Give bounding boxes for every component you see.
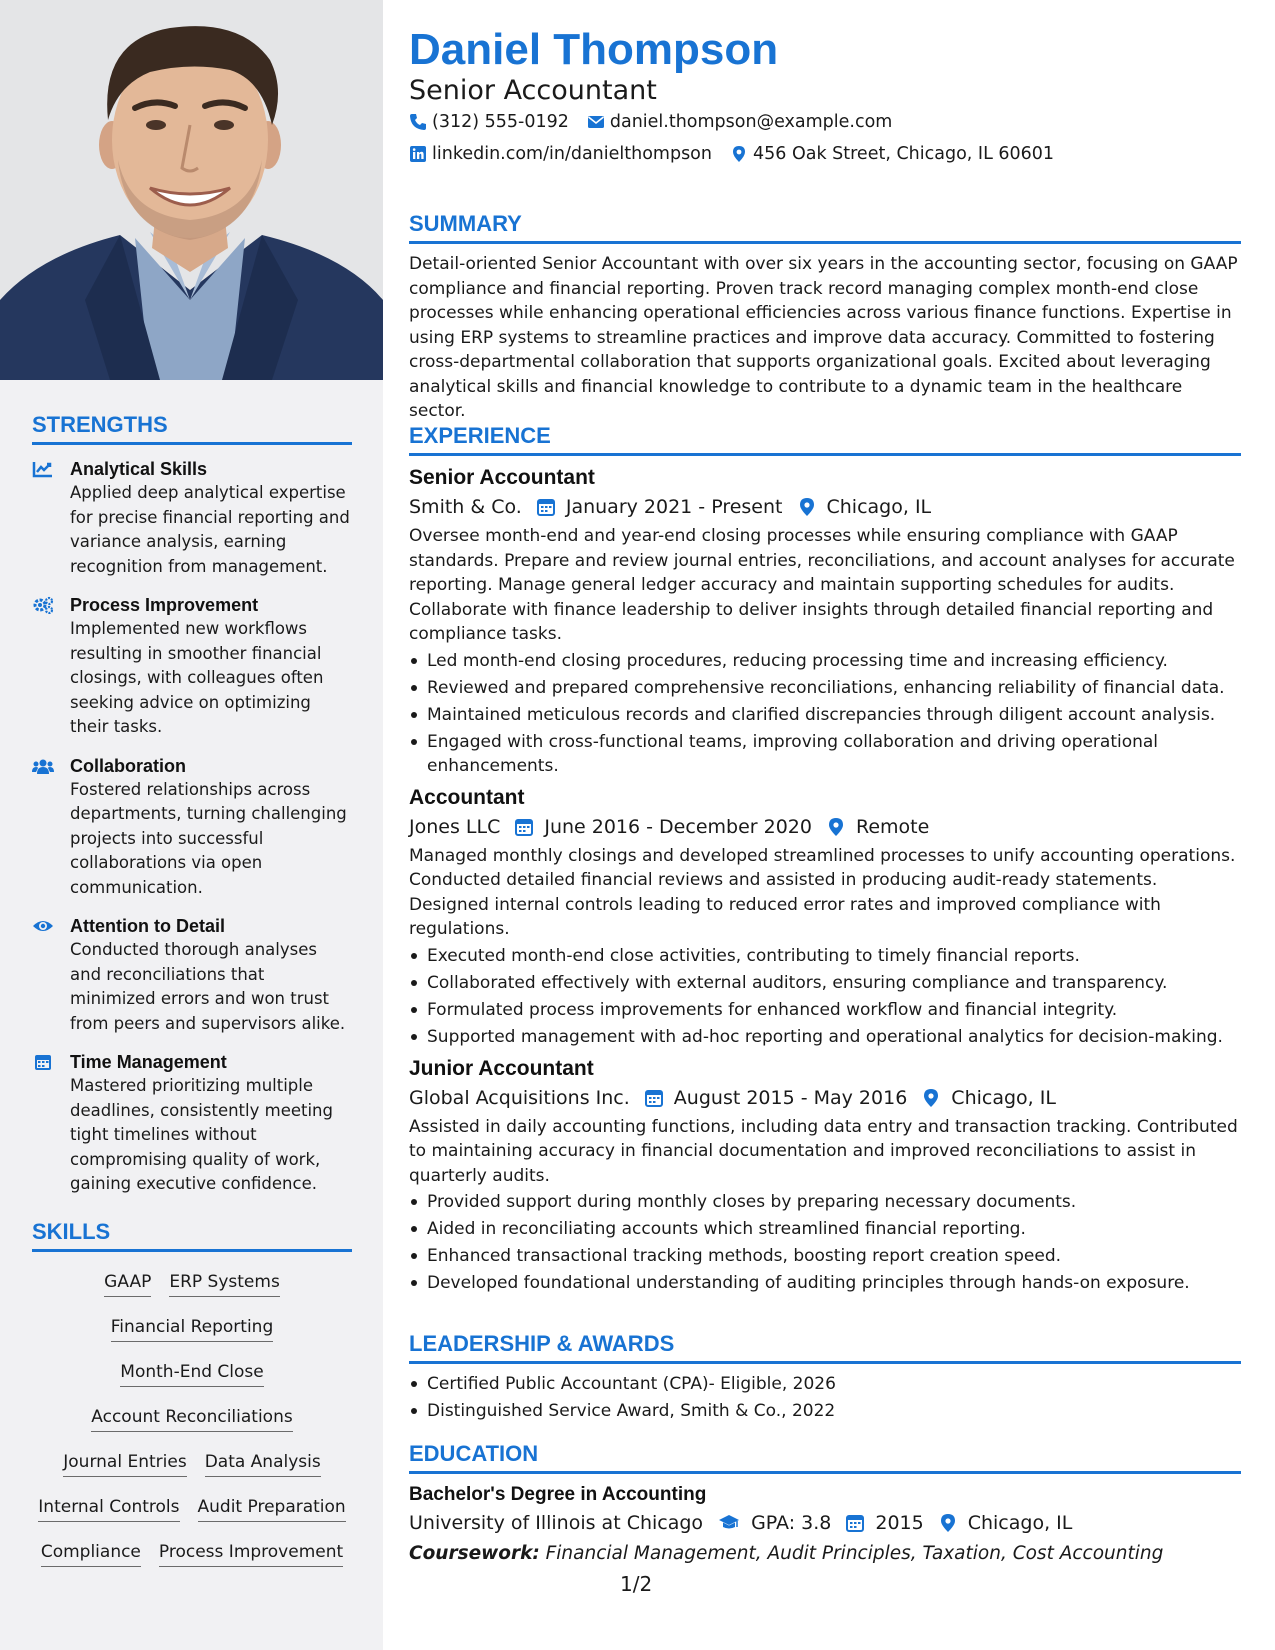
- job-description: Oversee month-end and year-end closing processes while ensuring compliance with GAAP standards. Prepare and review journal entries, reconciliations, and account analyses for accurate reporting. Manage general ledger accuracy and maintain supporting schedules for audits. Collaborate with finance leadership to deliver insights through detailed financial reporting and compliance tasks.: [409, 526, 1235, 644]
- strength-text: Implemented new workflows resulting in smoother financial closings, with colleagues often seeking advice on optimizing their tasks.: [70, 619, 324, 736]
- portrait-image: [0, 0, 383, 380]
- skill-tag: Financial Reporting: [111, 1315, 274, 1342]
- job-meta: [409, 1083, 1241, 1113]
- skill-tag: Process Improvement: [159, 1540, 343, 1567]
- job-location: Chicago, IL: [826, 496, 932, 518]
- list-item: Executed month-end close activities, contributing to timely financial reports.: [409, 944, 1241, 968]
- education-meta: [409, 1508, 1241, 1538]
- skill-tag: GAAP: [104, 1270, 151, 1297]
- gears-icon: [32, 593, 70, 740]
- list-item: Supported management with ad-hoc reporting and operational analytics for decision-making.: [409, 1025, 1241, 1049]
- strength-item: [32, 1050, 352, 1197]
- company-name: Jones LLC: [409, 815, 501, 838]
- degree-title: Bachelor's Degree in Accounting: [409, 1484, 707, 1505]
- job-location: Remote: [855, 815, 930, 838]
- list-item: Aided in reconciliating accounts which streamlined financial reporting.: [409, 1217, 1241, 1241]
- strength-item: [32, 754, 352, 901]
- strength-text: Fostered relationships across departments, turning challenging projects into successful collaborations via open communication.: [70, 779, 347, 897]
- strength-title: Attention to Detail: [70, 916, 225, 936]
- awards-list: [409, 1372, 1241, 1423]
- skill-tag: ERP Systems: [169, 1270, 279, 1297]
- job-title: Junior Accountant: [409, 1056, 594, 1080]
- job-bullets: [409, 1190, 1241, 1295]
- gpa-text: GPA: 3.8: [751, 1512, 832, 1534]
- list-item: Enhanced transactional tracking methods, boosting report creation speed.: [409, 1244, 1241, 1268]
- school-location: Chicago, IL: [967, 1512, 1073, 1534]
- experience-heading: EXPERIENCE: [409, 422, 1241, 456]
- skill-tag: Data Analysis: [205, 1450, 321, 1477]
- strength-text: Conducted thorough analyses and reconciliations that minimized errors and won trust from peers and supervisors alike.: [70, 940, 346, 1033]
- list-item: Collaborated effectively with external auditors, ensuring compliance and transparency.: [409, 971, 1241, 995]
- calendar-icon: [644, 1088, 664, 1108]
- skill-tag: Account Reconciliations: [91, 1405, 292, 1432]
- job-title: Senior Accountant: [409, 466, 595, 489]
- email-link[interactable]: daniel.thompson@example.com: [609, 112, 893, 132]
- map-pin-icon: [730, 145, 748, 163]
- profile-photo: [0, 0, 383, 380]
- map-pin-icon: [826, 817, 846, 837]
- chart-line-icon: [32, 457, 70, 579]
- job-meta: [409, 492, 1241, 522]
- job-location: Chicago, IL: [951, 1086, 1056, 1109]
- job-dates: June 2016 - December 2020: [544, 815, 812, 838]
- job-entry: [409, 1055, 1241, 1296]
- coursework: [409, 1540, 1241, 1568]
- job-dates: August 2015 - May 2016: [673, 1086, 908, 1109]
- school-name: University of Illinois at Chicago: [409, 1512, 704, 1534]
- calendar-icon: [32, 1050, 70, 1197]
- list-item: Formulated process improvements for enhanced workflow and financial integrity.: [409, 998, 1241, 1022]
- coursework-label: Coursework:: [409, 1543, 540, 1564]
- list-item: Developed foundational understanding of auditing principles through hands-on exposure.: [409, 1271, 1241, 1295]
- summary-text: Detail-oriented Senior Accountant with over six years in the accounting sector, focusing on GAAP compliance and financial reporting. Proven track record managing complex month-end close processes while enhancing operational efficiencies across various finance functions. Expertise in using ERP systems to streamline practices and improve data accuracy. Committed to fostering cross-departmental collaboration that supports organizational goals. Excited about leveraging analytical skills and financial knowledge to contribute to a dynamic team in the healthcare sector.: [409, 254, 1238, 421]
- list-item: Provided support during monthly closes by preparing necessary documents.: [409, 1190, 1241, 1214]
- graduation-year: 2015: [875, 1512, 924, 1534]
- contact-row: [409, 112, 910, 132]
- strengths-heading: STRENGTHS: [32, 412, 352, 445]
- summary-heading: SUMMARY: [409, 210, 1241, 244]
- strength-text: Mastered prioritizing multiple deadlines, consistently meeting tight timelines without compromising quality of work, gaining executive confidence.: [70, 1076, 333, 1193]
- calendar-icon: [845, 1513, 865, 1533]
- list-item: Distinguished Service Award, Smith & Co., 2022: [409, 1399, 1241, 1423]
- skill-tag: Audit Preparation: [198, 1495, 346, 1522]
- calendar-icon: [514, 817, 534, 837]
- awards-section: [409, 1330, 1241, 1426]
- job-bullets: [409, 944, 1241, 1049]
- experience-section: [409, 422, 1241, 1298]
- map-pin-icon: [921, 1088, 941, 1108]
- page-number: 1/2: [620, 1572, 653, 1596]
- phone-text: (312) 555-0192: [432, 112, 569, 132]
- coursework-text: Financial Management, Audit Principles, Taxation, Cost Accounting: [545, 1543, 1164, 1564]
- skill-tag: Journal Entries: [63, 1450, 186, 1477]
- job-entry: [409, 784, 1241, 1049]
- company-name: Global Acquisitions Inc.: [409, 1086, 630, 1109]
- list-item: Led month-end closing procedures, reducing processing time and increasing efficiency.: [409, 649, 1241, 673]
- calendar-icon: [536, 497, 556, 517]
- strength-title: Collaboration: [70, 755, 186, 776]
- contact-row: [409, 144, 1072, 164]
- strength-item: [32, 593, 352, 740]
- skill-tag: Month-End Close: [120, 1360, 263, 1387]
- education-section: [409, 1440, 1241, 1568]
- candidate-name: Daniel Thompson: [409, 25, 779, 74]
- list-item: Maintained meticulous records and clarified discrepancies through diligent account analysis.: [409, 703, 1241, 727]
- awards-heading: LEADERSHIP & AWARDS: [409, 1330, 1241, 1364]
- address-text: 456 Oak Street, Chicago, IL 60601: [752, 144, 1055, 164]
- linkedin-link[interactable]: linkedin.com/in/danielthompson: [432, 144, 712, 164]
- map-pin-icon: [938, 1513, 958, 1533]
- job-description: Managed monthly closings and developed streamlined processes to unify accounting operations. Conducted detailed financial reviews and assisted in producing audit-ready statements. Designed internal controls leading to reduced error rates and improved compliance with regulations.: [409, 845, 1236, 939]
- job-meta: [409, 812, 1241, 842]
- job-description: Assisted in daily accounting functions, including data entry and transaction tracking. Contributed to maintaining accuracy in financial documentation and improved reconciliations to assist in quarterly audits.: [409, 1116, 1238, 1186]
- job-title: Accountant: [409, 785, 525, 809]
- job-entry: [409, 464, 1241, 778]
- skill-tag: Compliance: [41, 1540, 141, 1567]
- strength-text: Applied deep analytical expertise for precise financial reporting and variance analysis, earning recognition from management.: [70, 483, 350, 576]
- strength-title: Analytical Skills: [70, 459, 208, 479]
- education-heading: EDUCATION: [409, 1440, 1241, 1474]
- list-item: Engaged with cross-functional teams, improving collaboration and driving operational enhancements.: [409, 730, 1241, 778]
- skills-heading: SKILLS: [32, 1219, 352, 1252]
- graduation-cap-icon: [717, 1513, 741, 1533]
- list-item: Certified Public Accountant (CPA)- Eligible, 2026: [409, 1372, 1241, 1396]
- strength-title: Time Management: [70, 1052, 227, 1072]
- skills-list: [32, 1264, 352, 1567]
- eye-icon: [32, 914, 70, 1036]
- phone-icon: [409, 113, 427, 131]
- job-dates: January 2021 - Present: [565, 496, 783, 518]
- list-item: Reviewed and prepared comprehensive reconciliations, enhancing reliability of financial data.: [409, 676, 1241, 700]
- strength-item: [32, 914, 352, 1036]
- company-name: Smith & Co.: [409, 496, 522, 518]
- map-pin-icon: [797, 497, 817, 517]
- strength-title: Process Improvement: [70, 595, 259, 615]
- linkedin-icon: [409, 145, 427, 163]
- envelope-icon: [587, 113, 605, 131]
- candidate-title: Senior Accountant: [409, 75, 657, 106]
- skill-tag: Internal Controls: [38, 1495, 179, 1522]
- sidebar: [0, 0, 383, 1650]
- job-bullets: [409, 649, 1241, 778]
- users-icon: [32, 754, 70, 901]
- strength-item: [32, 457, 352, 579]
- summary-section: [409, 210, 1241, 424]
